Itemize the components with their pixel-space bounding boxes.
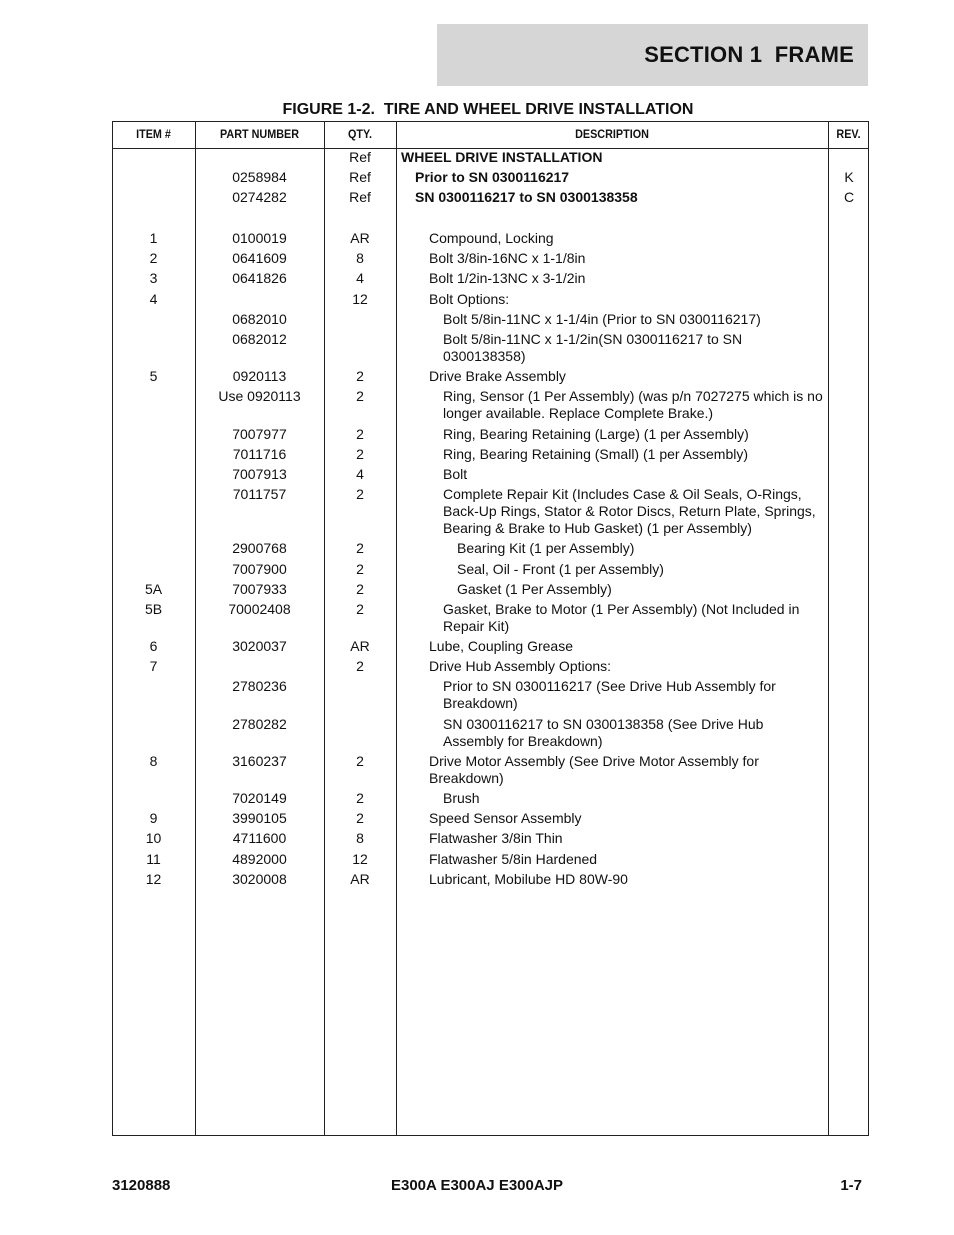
item-cell: 5 — [149, 368, 158, 385]
footer-models: E300A E300AJ E300AJP — [390, 1177, 564, 1194]
item-cell: 12 — [145, 870, 162, 887]
section-header-banner — [437, 24, 868, 86]
qty-cell: 2 — [356, 600, 364, 617]
item-cell: 5B — [144, 600, 163, 617]
header-rev: REV. — [836, 127, 861, 141]
footer-page-number: 1-7 — [840, 1177, 862, 1194]
description-cell: Prior to SN 0300116217 (See Drive Hub Assembly for Breakdown) — [443, 678, 776, 712]
qty-cell: 2 — [356, 425, 364, 442]
description-cell: WHEEL DRIVE INSTALLATION — [401, 149, 603, 165]
table-row — [0, 187, 954, 207]
item-cell: 8 — [149, 752, 158, 769]
description-cell: Seal, Oil - Front (1 per Assembly) — [457, 560, 664, 577]
table-row — [0, 268, 954, 288]
qty-cell: 2 — [356, 388, 364, 405]
qty-cell: 2 — [356, 560, 364, 577]
table-row — [0, 751, 954, 788]
table-body — [0, 147, 954, 889]
table-row — [0, 828, 954, 848]
rev-cell: C — [843, 189, 855, 206]
table-row — [0, 714, 954, 751]
table-row — [0, 599, 954, 636]
part-number-cell: 7007913 — [232, 465, 287, 482]
qty-cell: Ref — [349, 169, 371, 186]
description-cell: Bolt 1/2in-13NC x 3-1/2in — [429, 270, 586, 287]
part-number-cell: 3160237 — [232, 752, 287, 769]
table-row — [0, 559, 954, 579]
item-cell: 11 — [146, 850, 161, 867]
table-row — [0, 248, 954, 268]
qty-cell: Ref — [349, 189, 371, 206]
item-cell: 10 — [145, 830, 162, 847]
table-row — [0, 228, 954, 248]
table-row — [0, 464, 954, 484]
table-row — [0, 579, 954, 599]
description-cell: Drive Brake Assembly — [429, 368, 566, 385]
description-cell: Flatwasher 5/8in Hardened — [429, 850, 598, 867]
item-cell: 7 — [149, 658, 158, 675]
part-number-cell: Use 0920113 — [218, 388, 301, 405]
part-number-cell: 0682010 — [232, 310, 287, 327]
description-cell: Ring, Sensor (1 Per Assembly) (was p/n 7027275 which is no longer available. Replace Complete Brake.) — [443, 388, 823, 422]
table-row — [0, 444, 954, 464]
qty-cell: 12 — [352, 850, 368, 867]
figure-title: FIGURE 1-2. TIRE AND WHEEL DRIVE INSTALLATION — [282, 101, 694, 118]
item-cell: 3 — [149, 270, 158, 287]
qty-cell: 2 — [356, 752, 364, 769]
table-row — [0, 636, 954, 656]
table-row — [0, 386, 954, 423]
part-number-cell: 2780236 — [232, 678, 287, 695]
part-number-cell: 3020008 — [232, 870, 287, 887]
description-cell: Bolt 5/8in-11NC x 1-1/2in(SN 0300116217 to SN 0300138358) — [443, 331, 743, 364]
table-row — [0, 656, 954, 676]
description-cell — [401, 208, 826, 211]
part-number-cell: 3990105 — [232, 810, 287, 827]
description-cell: Prior to SN 0300116217 — [415, 169, 570, 186]
header-qty: QTY. — [347, 127, 372, 141]
description-cell: Ring, Bearing Retaining (Large) (1 per Assembly) — [443, 425, 749, 442]
description-cell: Gasket, Brake to Motor (1 Per Assembly) (Not Included in Repair Kit) — [443, 600, 800, 634]
table-row — [0, 788, 954, 808]
description-cell: Bolt — [443, 465, 468, 482]
part-number-cell: 4711600 — [232, 830, 287, 847]
qty-cell: 2 — [356, 486, 364, 503]
description-cell: Bolt 3/8in-16NC x 1-1/8in — [429, 250, 586, 267]
description-cell: Bolt 5/8in-11NC x 1-1/4in (Prior to SN 0300116217) — [443, 310, 761, 327]
part-number-cell: 0682012 — [232, 331, 287, 347]
table-row — [0, 289, 954, 309]
part-number-cell: 3020037 — [232, 638, 287, 655]
description-cell: Lubricant, Mobilube HD 80W-90 — [429, 870, 628, 887]
part-number-cell: 4892000 — [232, 850, 287, 867]
part-number-cell: 0100019 — [232, 230, 287, 247]
table-row — [0, 869, 954, 889]
table-row — [0, 208, 954, 229]
description-cell: Compound, Locking — [429, 230, 554, 247]
table-row — [0, 167, 954, 187]
qty-cell: 2 — [356, 445, 364, 462]
description-cell: Ring, Bearing Retaining (Small) (1 per Assembly) — [443, 445, 749, 462]
qty-cell: 2 — [356, 368, 364, 385]
description-cell: Bolt Options: — [429, 290, 510, 307]
part-number-cell: 0920113 — [232, 368, 287, 385]
part-number-cell: 0258984 — [232, 169, 287, 186]
qty-cell: Ref — [349, 149, 371, 165]
description-cell: Gasket (1 Per Assembly) — [457, 580, 612, 597]
qty-cell: 8 — [356, 830, 364, 847]
item-cell: 9 — [149, 810, 158, 827]
item-cell: 5A — [144, 580, 163, 597]
qty-cell: 4 — [356, 270, 364, 287]
part-number-cell: 7011757 — [232, 486, 287, 503]
qty-cell: 8 — [356, 250, 364, 267]
table-row — [0, 424, 954, 444]
table-row — [0, 808, 954, 828]
table-row — [0, 484, 954, 538]
item-cell: 1 — [149, 230, 158, 247]
qty-cell: 2 — [356, 540, 364, 557]
qty-cell: 2 — [356, 790, 364, 806]
qty-cell: 2 — [356, 580, 364, 597]
description-cell: Brush — [443, 790, 480, 806]
part-number-cell: 0274282 — [232, 189, 287, 206]
part-number-cell: 7007900 — [232, 560, 287, 577]
part-number-cell: 0641826 — [232, 270, 287, 287]
description-cell: Speed Sensor Assembly — [429, 810, 582, 827]
footer-doc-number: 3120888 — [112, 1177, 171, 1194]
qty-cell: 12 — [352, 290, 368, 307]
description-cell: Lube, Coupling Grease — [429, 638, 573, 655]
table-row — [0, 849, 954, 869]
qty-cell: 4 — [356, 465, 364, 482]
description-cell: SN 0300116217 to SN 0300138358 — [415, 189, 638, 206]
part-number-cell: 7020149 — [232, 790, 287, 806]
item-cell: 2 — [149, 250, 158, 267]
part-number-cell: 7007933 — [232, 580, 287, 597]
description-cell: Bearing Kit (1 per Assembly) — [457, 540, 635, 557]
qty-cell: AR — [350, 230, 370, 247]
table-row — [0, 329, 954, 366]
rev-cell: K — [844, 169, 854, 186]
part-number-cell: 2900768 — [232, 540, 287, 557]
item-cell: 6 — [149, 638, 158, 655]
description-cell: SN 0300116217 to SN 0300138358 (See Drive Hub Assembly for Breakdown) — [443, 715, 764, 749]
table-row — [0, 309, 954, 329]
description-cell: Complete Repair Kit (Includes Case & Oil Seals, O-Rings, Back-Up Rings, Stator & Rotor Discs, Return Plate, Springs, Bearing & Brake to Hub Gasket) (1 per Assembly) — [443, 486, 816, 537]
header-description: DESCRIPTION — [575, 127, 649, 141]
part-number-cell: 0641609 — [232, 250, 287, 267]
table-row — [0, 366, 954, 386]
qty-cell: AR — [350, 638, 370, 655]
part-number-cell: 2780282 — [232, 715, 287, 732]
qty-cell: AR — [350, 870, 370, 887]
description-cell: Drive Hub Assembly Options: — [429, 658, 612, 675]
item-cell: 4 — [149, 290, 158, 307]
table-row — [0, 147, 954, 167]
qty-cell: 2 — [356, 810, 364, 827]
qty-cell: 2 — [356, 658, 364, 675]
section-title: SECTION 1 FRAME — [644, 42, 854, 67]
header-item: ITEM # — [136, 127, 171, 141]
table-row — [0, 676, 954, 713]
part-number-cell: 7011716 — [232, 445, 287, 462]
description-cell: Flatwasher 3/8in Thin — [429, 830, 563, 847]
description-cell: Drive Motor Assembly (See Drive Motor Assembly for Breakdown) — [429, 752, 759, 786]
part-number-cell: 7007977 — [232, 425, 287, 442]
table-row — [0, 538, 954, 558]
header-part-number: PART NUMBER — [219, 127, 300, 141]
part-number-cell: 70002408 — [228, 600, 291, 617]
